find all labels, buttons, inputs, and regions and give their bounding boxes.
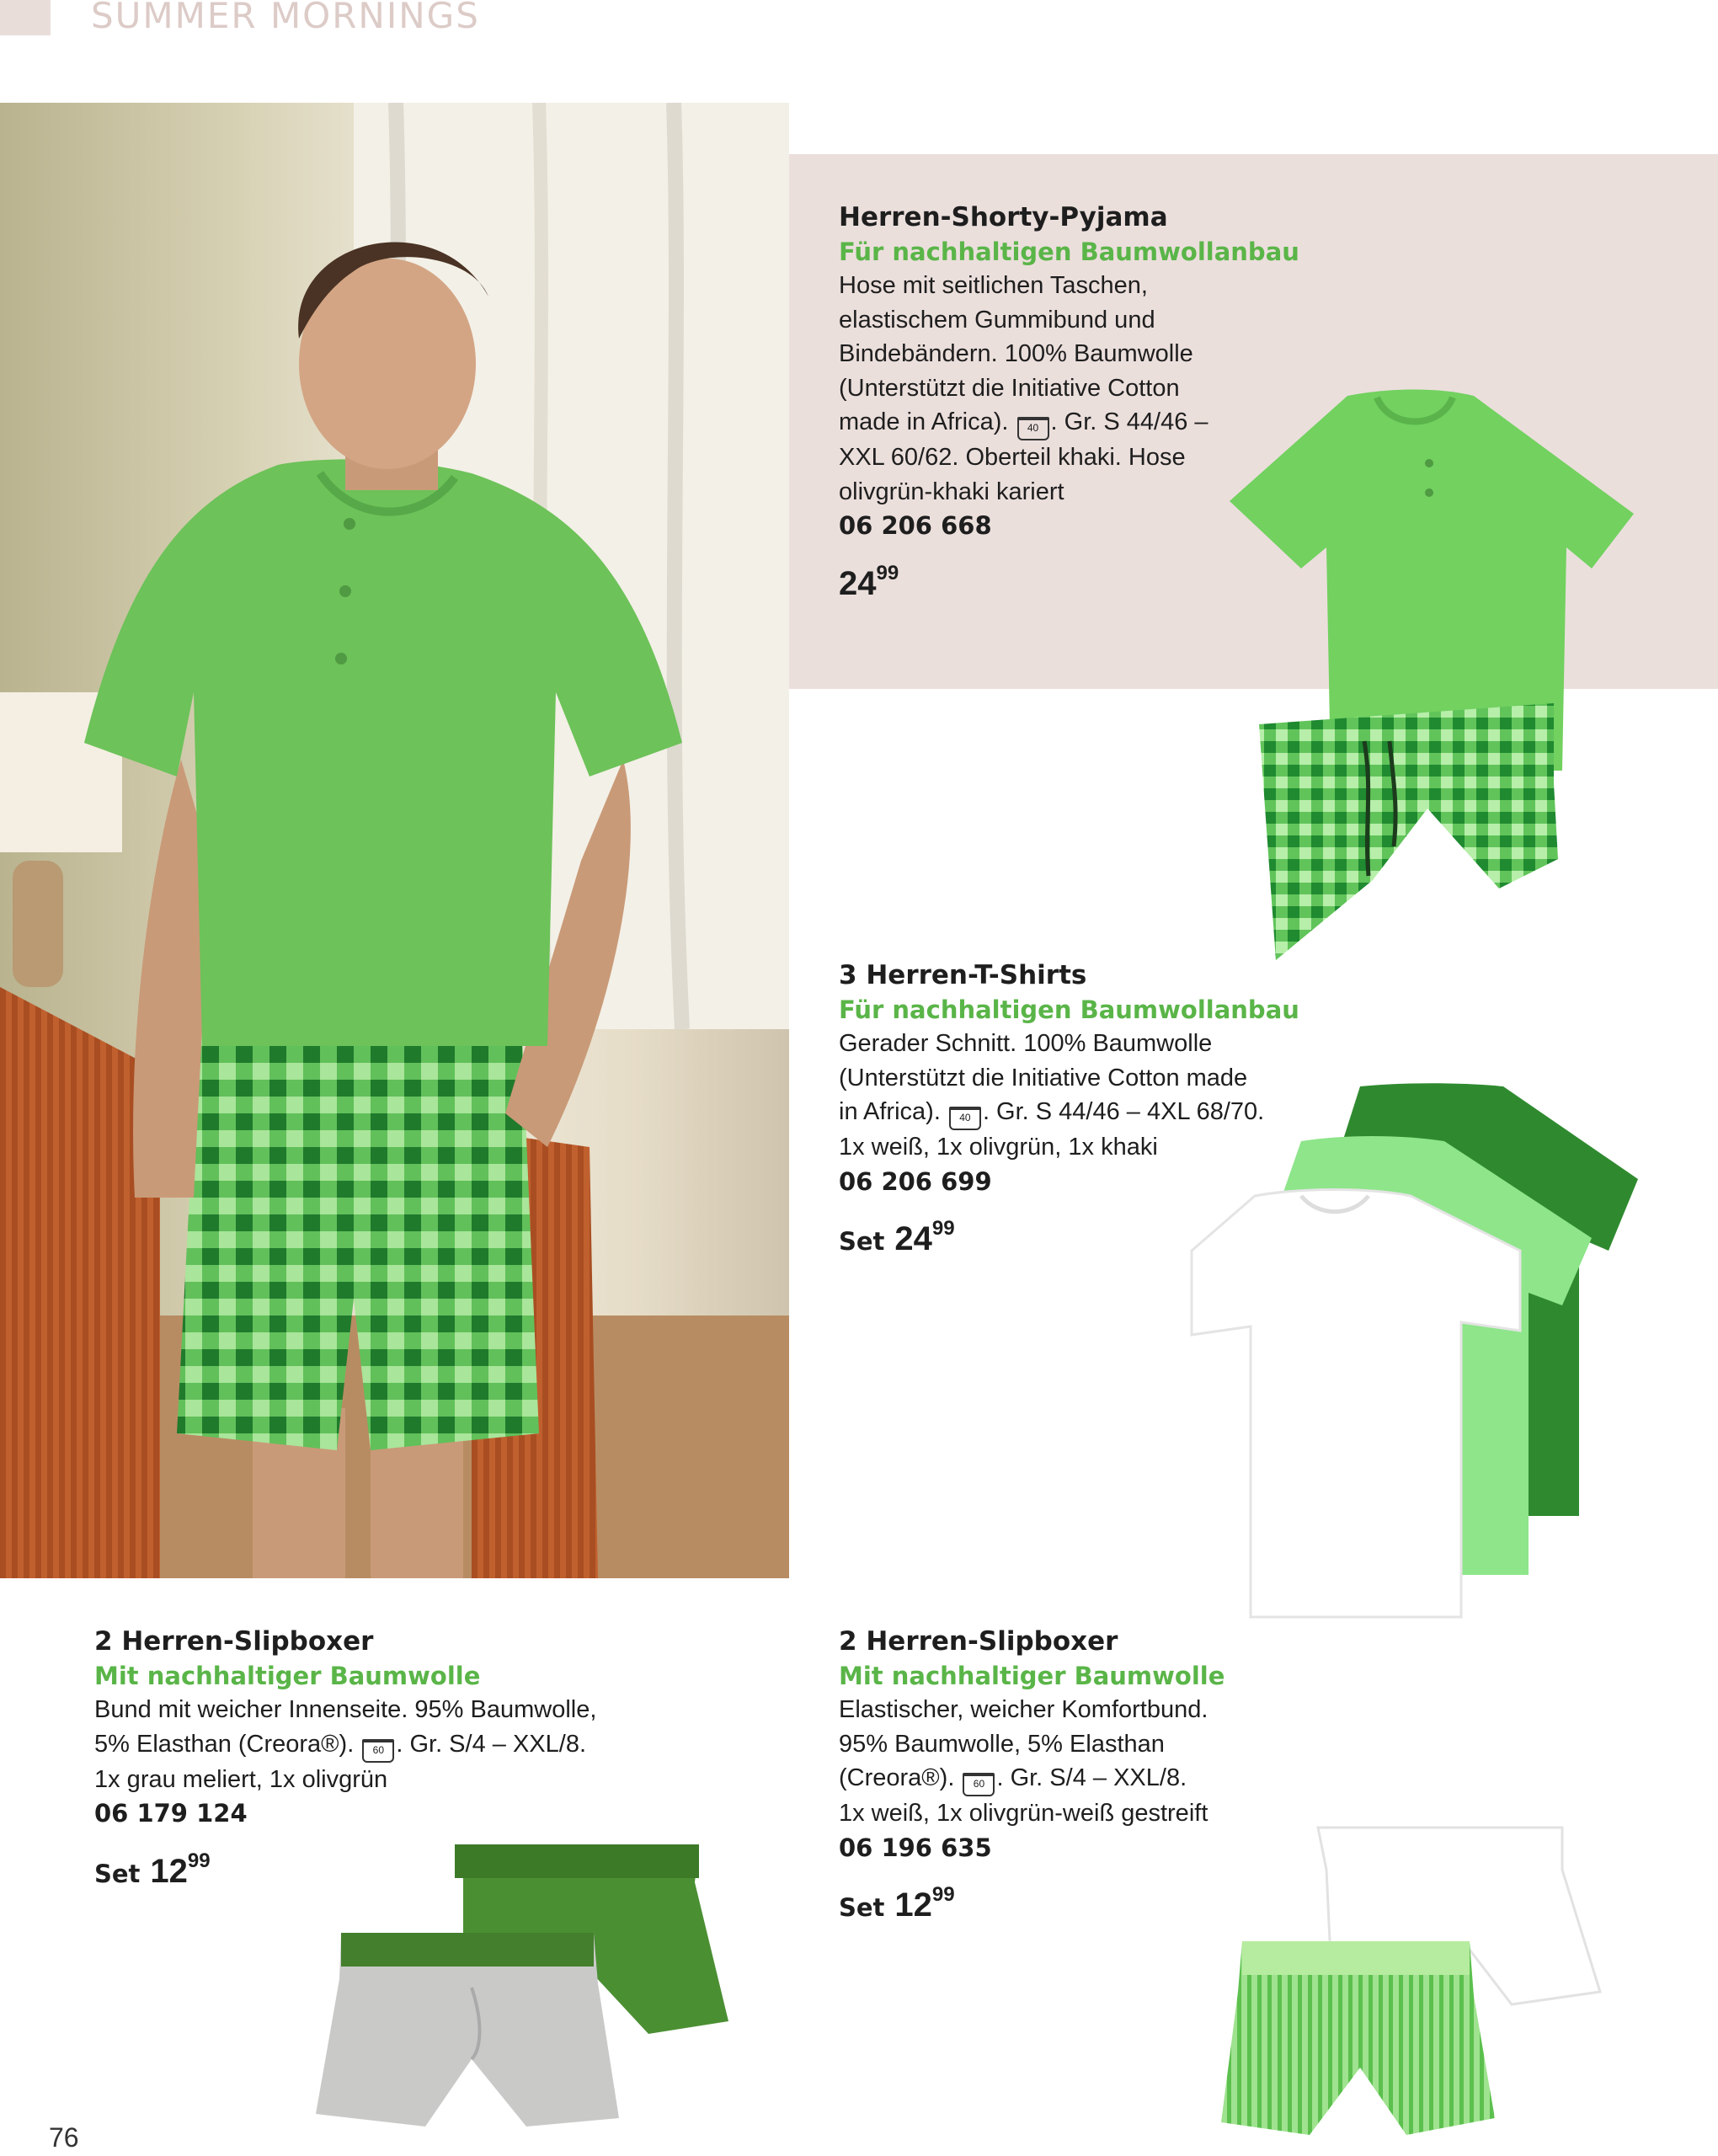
product-tag: Mit nachhaltiger Baumwolle <box>839 1661 1225 1690</box>
header-accent-bar <box>0 0 51 35</box>
grey-boxers-product-image <box>316 1840 728 2135</box>
page-number: 76 <box>49 2122 79 2153</box>
price: $24^{99}$ <box>839 561 899 602</box>
tshirts-product-image <box>1183 1082 1642 1621</box>
price: Set $12^{99}$ <box>94 1849 211 1890</box>
product-name: 2 Herren-Slipboxer <box>94 1626 374 1657</box>
product-name: 3 Herren-T-Shirts <box>839 960 1087 990</box>
pyjama-product-image <box>1221 387 1642 977</box>
article-number: 06 196 635 <box>839 1833 992 1862</box>
section-title: SUMMER MORNINGS <box>91 0 480 36</box>
price: Set $24^{99}$ <box>839 1217 955 1257</box>
striped-boxers-product-image <box>1217 1823 1604 2143</box>
wash-40-icon: 40 <box>949 1107 981 1130</box>
wash-60-icon: 60 <box>963 1773 995 1796</box>
wash-40-icon: 40 <box>1017 417 1049 440</box>
article-number: 06 206 699 <box>839 1166 992 1196</box>
article-number: 06 179 124 <box>94 1799 248 1828</box>
product-name: Herren-Shorty-Pyjama <box>839 202 1168 232</box>
product-description: Bund mit weicher Innenseite. 95% Baumwolle, 5% Elasthan (Creora®). 60 . Gr. S/4 – XXL/8. 1x grau meliert, 1x olivgrün <box>94 1696 597 1793</box>
article-number: 06 206 668 <box>839 511 992 540</box>
product-description: Gerader Schnitt. 100% Baumwolle (Unterstützt die Initiative Cotton made in Africa). 40 . Gr. S 44/46 – 4XL 68/70. 1x weiß, 1x olivgrün, 1x khaki <box>839 1030 1265 1161</box>
product-tag: Für nachhaltigen Baumwollanbau <box>839 995 1299 1024</box>
product-name: 2 Herren-Slipboxer <box>839 1626 1118 1657</box>
product-description: Elastischer, weicher Komfortbund. 95% Baumwolle, 5% Elasthan (Creora®). 60 . Gr. S/4 – XXL/8. 1x weiß, 1x olivgrün-weiß gestreift <box>839 1696 1208 1827</box>
product-description: Hose mit seitlichen Taschen, elastischem Gummibund und Bindebändern. 100% Baumwolle (Unterstützt die Initiative Cotton made in Africa). 40 . Gr. S 44/46 – XXL 60/62. Oberteil khaki. Hose olivgrün-khaki kariert <box>839 272 1208 505</box>
product-tag: Mit nachhaltiger Baumwolle <box>94 1661 481 1690</box>
lifestyle-photo <box>0 103 789 1578</box>
wash-60-icon: 60 <box>362 1739 394 1763</box>
product-tag: Für nachhaltigen Baumwollanbau <box>839 237 1299 266</box>
price: Set $12^{99}$ <box>839 1883 955 1924</box>
